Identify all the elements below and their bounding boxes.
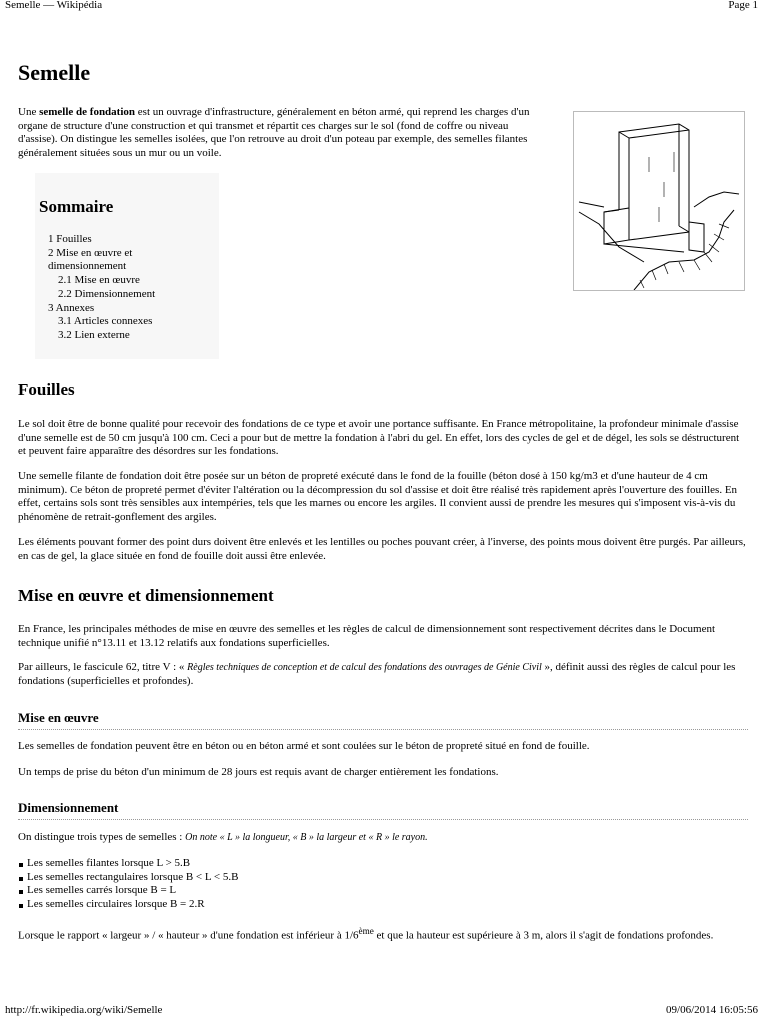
- toc-item[interactable]: 2.1 Mise en œuvre: [58, 274, 140, 287]
- fascicule-title: Règles techniques de conception et de calcul des fondations des ouvrages de Génie Civil: [187, 662, 542, 673]
- print-header: [0, 0, 768, 14]
- page-title: Semelle: [18, 60, 91, 85]
- intro-bold-term: semelle de fondation: [39, 106, 136, 118]
- print-header-title: Semelle — Wikipédia: [5, 0, 103, 11]
- mise-paragraph-1: En France, les principales méthodes de mise en œuvre des semelles et les règles de calcul de dimensionnement sont respectivement décrites dans le Document technique unifié n°13.11 et 13.12 relatifs aux fondations superficielles.: [18, 623, 716, 649]
- print-footer-timestamp: 09/06/2014 16:05:56: [666, 1004, 758, 1016]
- mise-en-oeuvre-paragraph-1: Les semelles de fondation peuvent être en béton ou en béton armé et sont coulées sur le béton de propreté situé en fond de fouille.: [18, 740, 590, 752]
- toc-list: [48, 233, 213, 343]
- print-footer: [0, 1002, 768, 1024]
- toc-item[interactable]: 2 Mise en œuvre et dimensionnement: [48, 246, 133, 273]
- mise-en-oeuvre-paragraph-2: Un temps de prise du béton d'un minimum de 28 jours est requis avant de charger entièrement les fondations.: [18, 766, 499, 778]
- toc-item[interactable]: 2.2 Dimensionnement: [58, 287, 156, 300]
- foundation-illustration: [573, 111, 745, 291]
- subsection-divider: [18, 729, 748, 730]
- fouilles-paragraph-1: Le sol doit être de bonne qualité pour recevoir des fondations de ce type et avoir une portance suffisante. En France métropolitaine, la profondeur minimale d'assise d'une semelle est de 50 cm jusqu'à 100 cm. Ceci a pour but de mettre la fondation à l'abri du gel. En effet, lors des cycles de gel et de dégel, les sols se déstructurent et peuvent faire apparaître des désordres sur les fondations.: [18, 418, 740, 457]
- toc-title: Sommaire: [39, 197, 114, 216]
- notation-note: On note « L » la longueur, « B » la largeur et « R » le rayon.: [185, 832, 428, 843]
- list-item: Les semelles carrés lorsque B = L: [18, 884, 748, 898]
- subsection-heading-mise-en-oeuvre: Mise en œuvre: [18, 710, 99, 725]
- section-heading-fouilles: Fouilles: [18, 380, 75, 399]
- fouilles-paragraph-2: Une semelle filante de fondation doit être posée sur un béton de propreté exécuté dans le fond de la fouille (béton dosé à 150 kg/m3 et d'une hauteur de 4 cm minimum). Ce béton de propreté permet d'éviter l'altération ou la décompression du sol d'assise et doit être réalisé très rapidement après l'ouverture des fouilles. En effet, certains sols sont très sensibles aux intempéries, tels que les marnes ou encore les argiles. Il convient aussi de prendre les mesures qui s'imposent vis-à-vis du phénomène de retrait-gonflement des argiles.: [18, 470, 738, 523]
- print-header-page: Page 1: [728, 0, 758, 11]
- list-item: Les semelles circulaires lorsque B = 2.R: [18, 898, 748, 912]
- toc-item[interactable]: 1 Fouilles: [48, 233, 92, 245]
- section-heading-mise: Mise en œuvre et dimensionnement: [18, 586, 274, 605]
- toc-item[interactable]: 3.1 Articles connexes: [58, 315, 153, 328]
- foundation-drawing: [574, 112, 744, 290]
- intro-paragraph: Une semelle de fondation est un ouvrage d'infrastructure, généralement en béton armé, qui reprend les charges d'un organe de structure d'une construction et qui transmet et répartit ces charges sur le sol (fond de coffre ou niveau d'assise). On distingue les semelles isolées, que l'on retrouve au droit d'un poteau par exemple, des semelles filantes généralement situées sous un mur ou un voile.: [18, 106, 530, 159]
- dimensionnement-paragraph: On distingue trois types de semelles : On note « L » la longueur, « B » la largeur et « R » le rayon.: [18, 831, 428, 843]
- superscript: ème: [358, 926, 374, 936]
- profondes-paragraph: Lorsque le rapport « largeur » / « hauteur » d'une fondation est inférieur à 1/6ème et que la hauteur est supérieure à 3 m, alors il s'agit de fondations profondes.: [18, 926, 714, 942]
- table-of-contents: [35, 173, 219, 359]
- toc-item[interactable]: 3 Annexes: [48, 301, 95, 314]
- subsection-heading-dimensionnement: Dimensionnement: [18, 800, 119, 815]
- list-item: Les semelles rectangulaires lorsque B < L < 5.B: [18, 871, 748, 885]
- fouilles-paragraph-3: Les éléments pouvant former des point durs doivent être enlevés et les lentilles ou poches pouvant créer, à l'inverse, des points mous doivent être purgés. Par ailleurs, en cas de gel, la glace située en fond de fouille doit aussi être enlevée.: [18, 536, 746, 562]
- mise-paragraph-2: Par ailleurs, le fascicule 62, titre V : « Règles techniques de conception et de calcul des fondations des ouvrages de Génie Civil », définit aussi des règles de calcul pour les fondations (superficielles et profondes).: [18, 661, 736, 687]
- print-footer-url: http://fr.wikipedia.org/wiki/Semelle: [5, 1004, 163, 1016]
- subsection-divider: [18, 819, 748, 820]
- list-item: Les semelles filantes lorsque L > 5.B: [18, 857, 748, 871]
- toc-item[interactable]: 3.2 Lien externe: [58, 328, 130, 341]
- semelle-types-list: [18, 857, 748, 911]
